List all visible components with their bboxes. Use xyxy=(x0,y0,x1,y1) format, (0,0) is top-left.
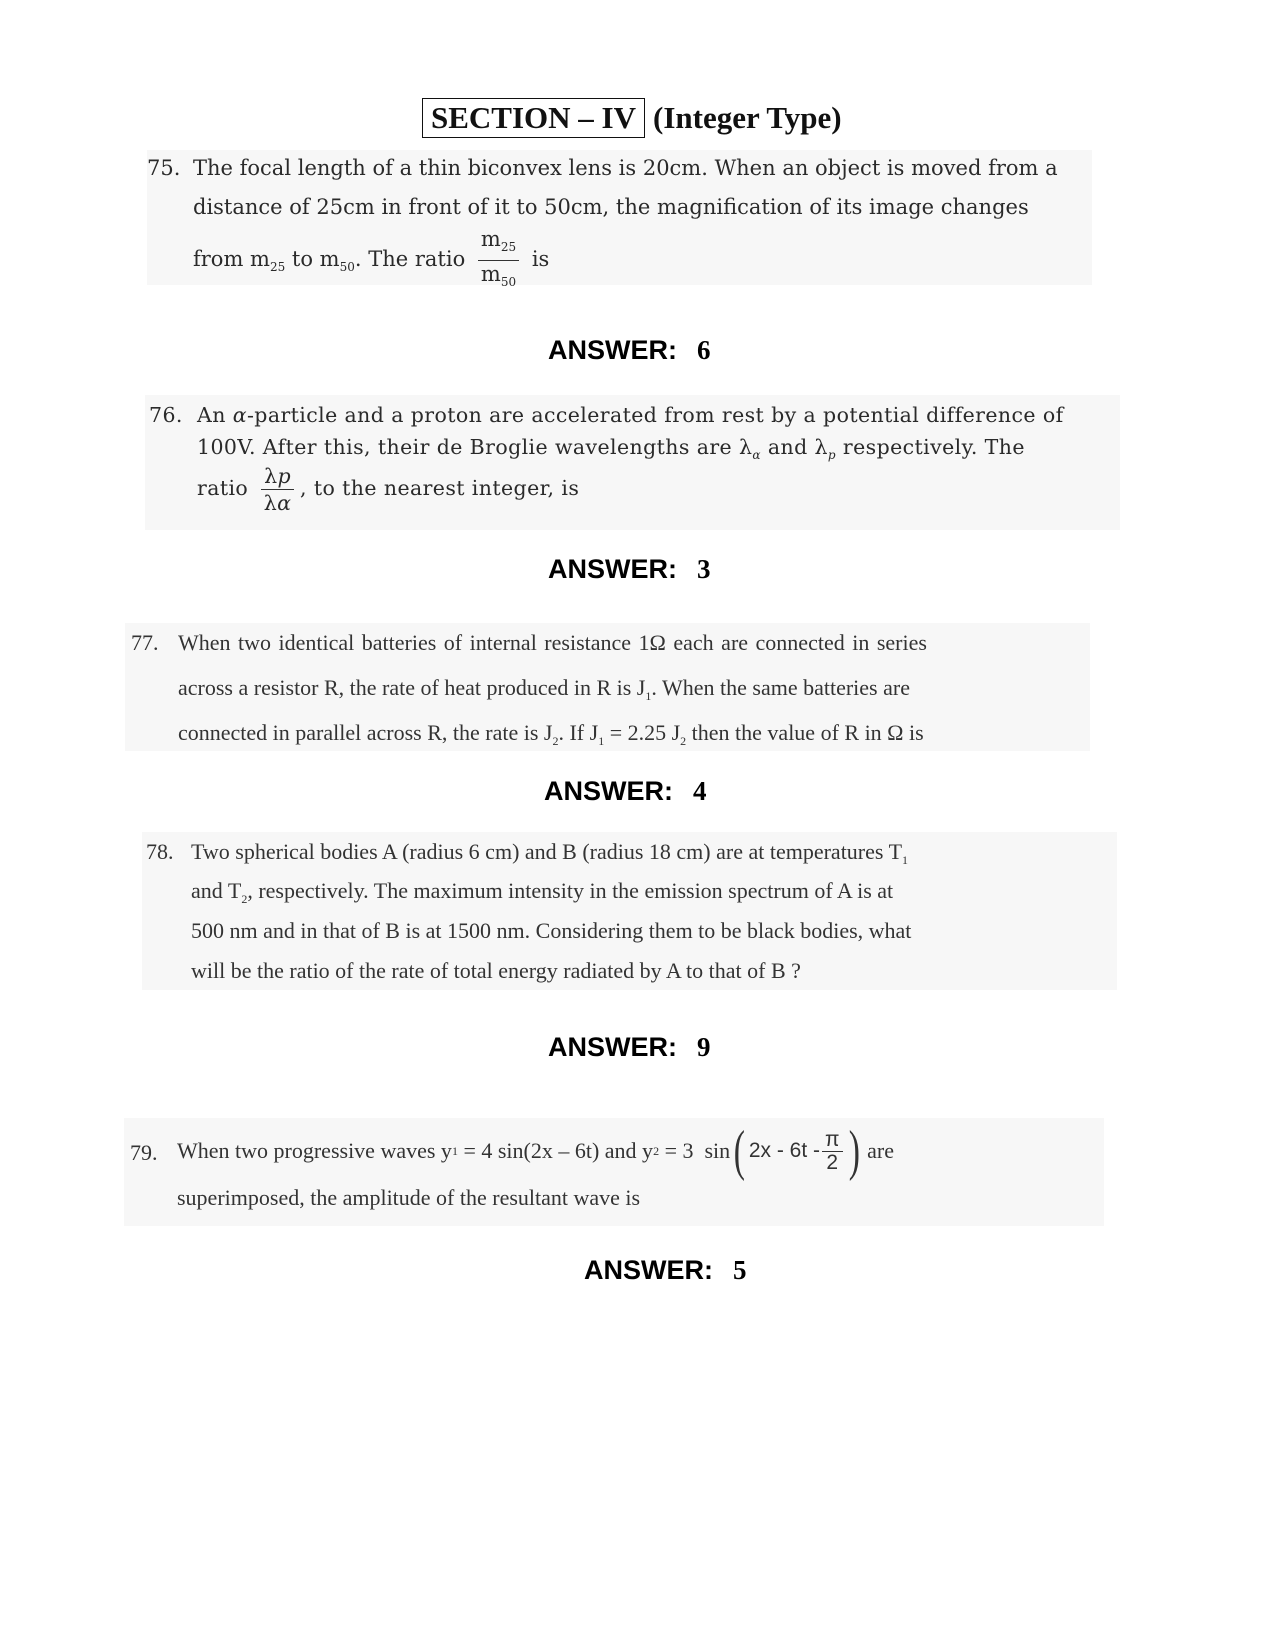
text-run: = 2.25 J xyxy=(604,720,681,745)
numerator: m xyxy=(480,227,501,251)
subscript: 1 xyxy=(645,689,652,703)
subscript: 50 xyxy=(339,260,355,274)
denominator: λ xyxy=(263,491,278,515)
question-line xyxy=(197,403,1064,427)
question-line xyxy=(191,878,893,907)
section-label: SECTION – IV xyxy=(422,98,645,138)
question-line xyxy=(193,226,549,295)
section-heading xyxy=(422,98,842,138)
question-number: 79. xyxy=(130,1140,158,1165)
left-paren: ( xyxy=(733,1120,746,1182)
text-run: and xyxy=(760,435,815,459)
numerator: π xyxy=(822,1129,843,1152)
subscript: 2 xyxy=(552,734,559,748)
lambda-symbol: λ xyxy=(814,435,828,459)
answer-79 xyxy=(584,1255,747,1286)
subscript: p xyxy=(827,448,837,462)
subscript: α xyxy=(752,448,761,462)
numerator: λ xyxy=(264,464,278,488)
question-79 xyxy=(124,1118,1104,1226)
question-number: 75. xyxy=(147,156,181,180)
question-number: 76. xyxy=(149,403,183,427)
answer-label: ANSWER: xyxy=(548,554,677,584)
text-run: = 4 sin(2x – 6t) and y xyxy=(457,1138,654,1163)
question-line xyxy=(178,720,924,749)
question-line xyxy=(191,839,908,868)
text-run: from m xyxy=(193,247,270,271)
pi-fraction xyxy=(822,1129,843,1174)
subscript: 1 xyxy=(598,734,605,748)
text-run: connected in parallel across R, the rate is J xyxy=(178,720,553,745)
text-run: When two progressive waves y xyxy=(177,1138,452,1163)
subscript: 2 xyxy=(653,1143,660,1158)
text-run: An xyxy=(197,403,233,427)
text-run: Two spherical bodies A (radius 6 cm) and B (radius 18 cm) are at temperatures T xyxy=(191,839,903,864)
answer-78 xyxy=(548,1032,711,1063)
question-line: When two identical batteries of internal resistance 1Ω each are connected in series xyxy=(178,630,927,655)
text-run: -particle and a proton are accelerated from rest by a potential difference of xyxy=(246,403,1064,427)
text-run: 100V. After this, their de Broglie wavelengths are xyxy=(197,435,739,459)
text-run: , to the nearest integer, is xyxy=(300,476,580,500)
text-run: and T xyxy=(191,878,242,903)
denominator: 2 xyxy=(826,1150,839,1174)
text-run: across a resistor R, the rate of heat produced in R is J xyxy=(178,675,646,700)
right-paren: ) xyxy=(848,1120,860,1182)
denominator: m xyxy=(480,262,501,286)
answer-label: ANSWER: xyxy=(584,1255,713,1285)
question-78 xyxy=(142,832,1117,990)
text-run: is xyxy=(531,247,550,271)
text-run: = 3 sin xyxy=(659,1138,731,1163)
question-line xyxy=(178,675,910,704)
answer-75 xyxy=(548,335,711,366)
question-line xyxy=(177,1120,895,1182)
text-run: . If J xyxy=(558,720,599,745)
question-line xyxy=(197,435,1025,462)
text-run: to m xyxy=(285,247,340,271)
question-75 xyxy=(147,150,1092,289)
text-run: , respectively. The maximum intensity in the emission spectrum of A is at xyxy=(247,878,894,903)
text-run: . The ratio xyxy=(354,247,466,271)
answer-value: 6 xyxy=(697,335,711,365)
subscript: 50 xyxy=(500,275,517,289)
question-line: distance of 25cm in front of it to 50cm, the magnification of its image changes xyxy=(193,195,1029,219)
subscript: 25 xyxy=(269,260,286,274)
alpha-symbol: α xyxy=(232,403,247,427)
subscript: 1 xyxy=(902,853,909,867)
answer-value: 9 xyxy=(697,1032,711,1062)
subscript: 25 xyxy=(500,240,517,254)
subscript: 2 xyxy=(680,734,687,748)
question-line: 500 nm and in that of B is at 1500 nm. Considering them to be black bodies, what xyxy=(191,918,912,943)
text-run: . When the same batteries are xyxy=(651,675,910,700)
question-number: 78. xyxy=(146,839,174,864)
subscript: 2 xyxy=(241,892,248,906)
answer-label: ANSWER: xyxy=(548,335,677,365)
answer-76 xyxy=(548,554,711,585)
subscript: 1 xyxy=(451,1143,458,1158)
subscript: α xyxy=(277,491,292,515)
ratio-fraction xyxy=(261,463,294,516)
text-run: respectively. The xyxy=(836,435,1025,459)
answer-value: 4 xyxy=(693,776,707,806)
ratio-fraction xyxy=(478,226,519,295)
text-run: ratio xyxy=(197,476,249,500)
question-76 xyxy=(145,395,1120,530)
answer-77 xyxy=(544,776,707,807)
expression: 2x - 6t - xyxy=(748,1139,820,1162)
text-run: are xyxy=(867,1138,895,1163)
text-run: then the value of R in Ω is xyxy=(686,720,924,745)
question-line: will be the ratio of the rate of total energy radiated by A to that of B ? xyxy=(191,958,801,983)
subscript: p xyxy=(277,464,292,488)
answer-value: 3 xyxy=(697,554,711,584)
question-line: The focal length of a thin biconvex lens is 20cm. When an object is moved from a xyxy=(193,156,1058,180)
answer-label: ANSWER: xyxy=(548,1032,677,1062)
question-line xyxy=(197,463,579,516)
section-type-label: (Integer Type) xyxy=(653,100,842,135)
question-77 xyxy=(125,623,1090,751)
question-number: 77. xyxy=(131,630,159,655)
answer-label: ANSWER: xyxy=(544,776,673,806)
question-line: superimposed, the amplitude of the resultant wave is xyxy=(177,1185,641,1210)
lambda-symbol: λ xyxy=(739,435,753,459)
answer-value: 5 xyxy=(733,1255,747,1285)
